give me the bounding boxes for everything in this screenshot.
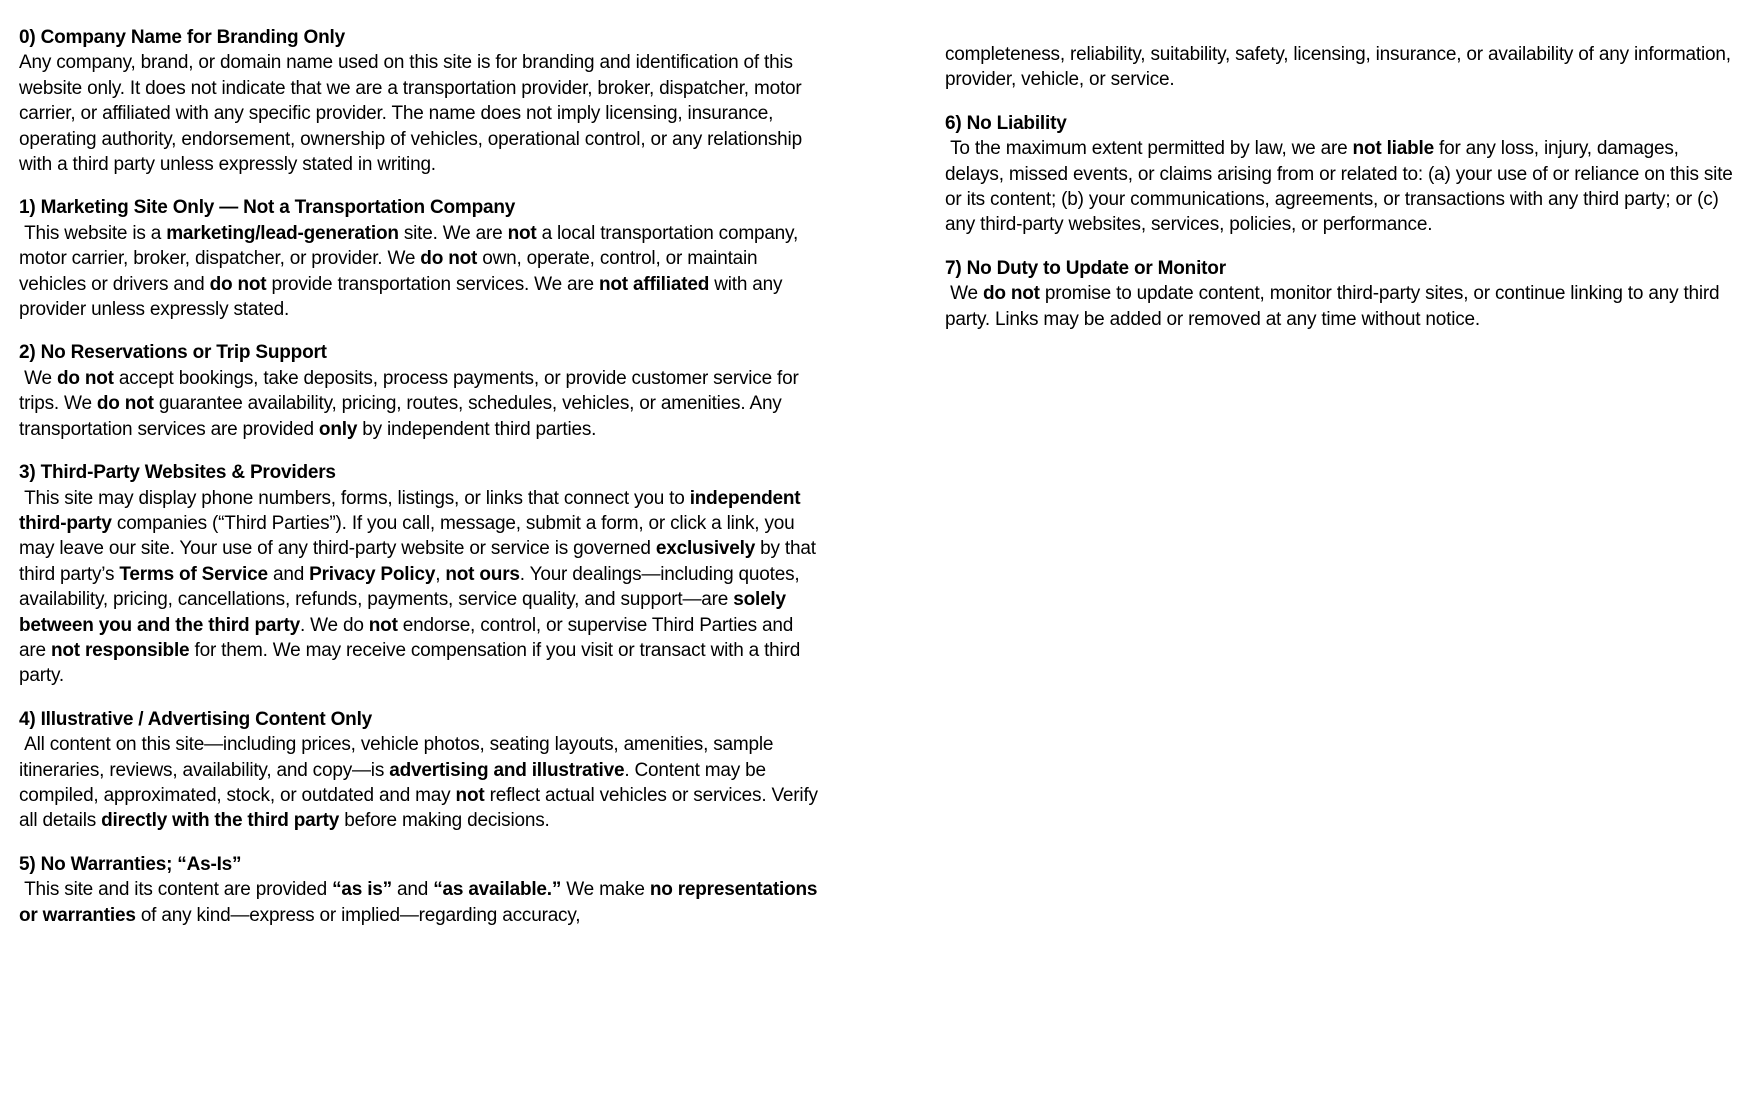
section-heading: 6) No Liability xyxy=(945,112,1067,134)
emphasized-text: Terms of Service xyxy=(119,563,268,585)
emphasized-text: “as available.” xyxy=(433,879,562,901)
section-heading: 3) Third-Party Websites & Providers xyxy=(19,462,336,484)
emphasized-text: not xyxy=(368,614,398,636)
emphasized-text: solely between you and the third party xyxy=(19,589,791,636)
emphasized-text: marketing/lead-generation xyxy=(166,222,399,244)
section-heading: 4) Illustrative / Advertising Content Only xyxy=(19,708,373,730)
emphasized-text: not ours xyxy=(445,563,520,585)
emphasized-text: do not xyxy=(420,248,478,270)
emphasized-text: Privacy Policy xyxy=(309,563,436,585)
disclaimer-column-left xyxy=(19,25,825,928)
emphasized-text: do not xyxy=(56,367,114,389)
disclaimer-section: 4) Illustrative / Advertising Content Only All content on this site—including prices, vehicle photos, seating layouts, amenities, sample itineraries, reviews, availability, and copy—is advertising and illustrative. Content may be compiled, approximated, stock, or outdated and may not reflect actual vehicles or services. Verify all details directly with the third party before making decisions. xyxy=(19,708,823,832)
emphasized-text: advertising and illustrative xyxy=(389,759,625,781)
emphasized-text: not xyxy=(455,784,485,806)
disclaimer-section: 0) Company Name for Branding Only Any company, brand, or domain name used on this site is for branding and identification of this website only. It does not indicate that we are a transportation provider, broker, dispatcher, motor carrier, or affiliated with any specific provider. The name does not imply licensing, insurance, operating authority, endorsement, ownership of vehicles, operational control, or any relationship with a third party unless expressly stated in writing. xyxy=(19,27,808,176)
emphasized-text: only xyxy=(318,418,358,440)
disclaimer-column-right xyxy=(945,25,1737,332)
disclaimer-section: 5) No Warranties; “As-Is” This site and its content are provided “as is” and “as available.” We make no representations or warranties of any kind—express or implied—regarding accuracy, xyxy=(19,853,823,926)
disclaimer-section: 2) No Reservations or Trip Support We do not accept bookings, take deposits, process payments, or provide customer service for trips. We do not guarantee availability, pricing, routes, schedules, vehicles, or amenities. Any transportation services are provided only by independent third parties. xyxy=(19,342,804,440)
section-heading: 5) No Warranties; “As-Is” xyxy=(19,853,242,875)
emphasized-text: do not xyxy=(209,273,267,295)
emphasized-text: independent third-party xyxy=(19,487,806,534)
emphasized-text: directly with the third party xyxy=(101,810,340,832)
disclaimer-section: 1) Marketing Site Only — Not a Transportation Company This website is a marketing/lead-generation site. We are not a local transportation company, motor carrier, broker, dispatcher, or provider. We do not own, operate, control, or maintain vehicles or drivers and do not provide transportation services. We are not affiliated with any provider unless expressly stated. xyxy=(19,197,804,321)
emphasized-text: not responsible xyxy=(50,639,190,661)
emphasized-text: do not xyxy=(96,393,154,415)
emphasized-text: not xyxy=(507,222,537,244)
emphasized-text: do not xyxy=(982,283,1040,305)
disclaimer-section-continuation: completeness, reliability, suitability, safety, licensing, insurance, or availability of any information, provider, vehicle, or service. xyxy=(945,44,1736,91)
disclaimer-section: 7) No Duty to Update or Monitor We do not promise to update content, monitor third-party sites, or continue linking to any third party. Links may be added or removed at any time without notice. xyxy=(945,257,1725,330)
emphasized-text: not liable xyxy=(1352,138,1434,160)
section-heading: 1) Marketing Site Only — Not a Transportation Company xyxy=(19,197,516,219)
section-heading: 0) Company Name for Branding Only xyxy=(19,27,345,48)
emphasized-text: “as is” xyxy=(332,879,392,901)
emphasized-text: exclusively xyxy=(655,538,756,560)
section-heading: 7) No Duty to Update or Monitor xyxy=(945,257,1226,279)
disclaimer-section: 6) No Liability To the maximum extent permitted by law, we are not liable for any loss, injury, damages, delays, missed events, or claims arising from or related to: (a) your use of or reliance on this site or its content; (b) your communications, agreements, or transactions with any third party; or (c) any third-party websites, services, policies, or performance. xyxy=(945,112,1738,236)
disclaimer-section: 3) Third-Party Websites & Providers This site may display phone numbers, forms, listings, or links that connect you to independent third-party companies (“Third Parties”). If you call, message, submit a form, or click a link, you may leave our site. Your use of any third-party website or service is governed exclusively by that third party’s Terms of Service and Privacy Policy, not ours. Your dealings—including quotes, availability, pricing, cancellations, refunds, payments, service quality, and support—are solely between you and the third party. We do not endorse, control, or supervise Third Parties and are not responsible for them. We may receive compensation if you visit or transact with a third party. xyxy=(19,462,821,687)
section-heading: 2) No Reservations or Trip Support xyxy=(19,342,327,364)
emphasized-text: no representations or warranties xyxy=(19,879,823,926)
emphasized-text: not affiliated xyxy=(598,273,710,295)
